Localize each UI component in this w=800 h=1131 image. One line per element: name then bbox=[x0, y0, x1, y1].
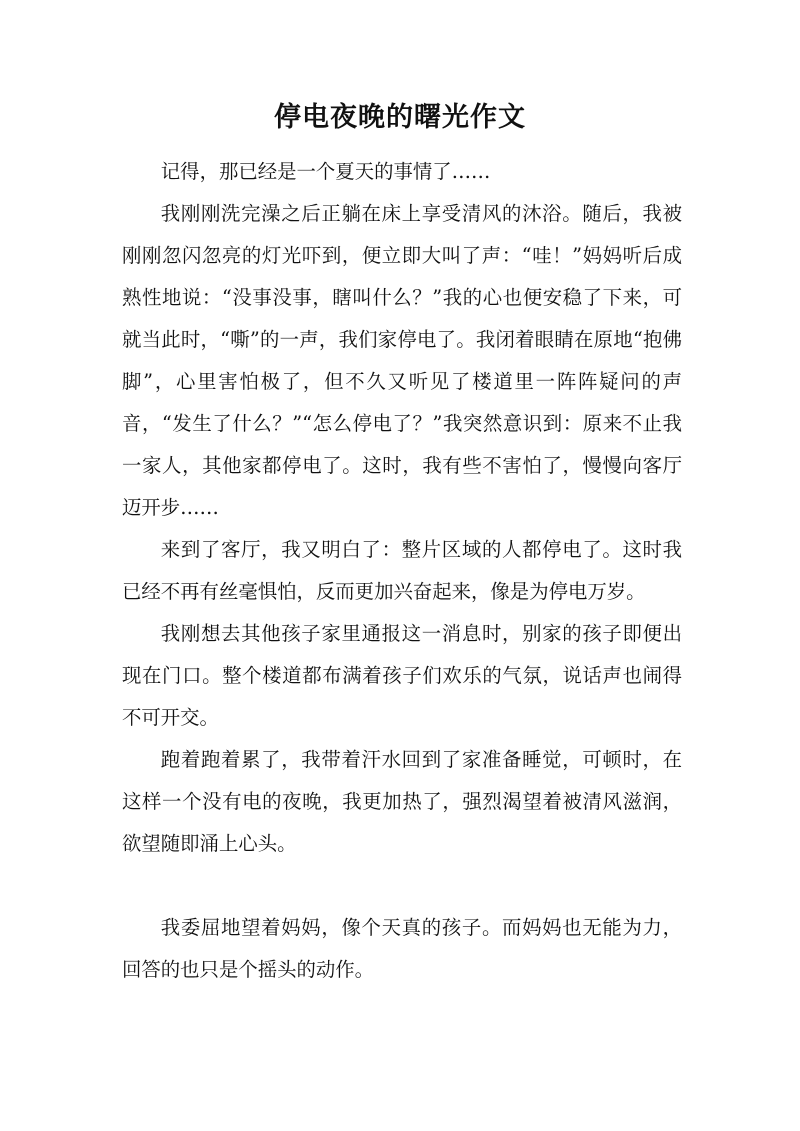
paragraph: 我刚刚洗完澡之后正躺在床上享受清风的沐浴。随后，我被刚刚忽闪忽亮的灯光吓到，便立即大叫了声：“哇！”妈妈听后成熟性地说：“没事没事，瞎叫什么？”我的心也便安稳了下来，可就当此时，“嘶”的一声，我们家停电了。我闭着眼睛在原地“抱佛脚”，心里害怕极了，但不久又听见了楼道里一阵阵疑问的声音，“发生了什么？”“怎么停电了？”我突然意识到：原来不止我一家人，其他家都停电了。这时，我有些不害怕了，慢慢向客厅迈开步…… bbox=[122, 202, 682, 519]
document-body bbox=[122, 151, 682, 991]
paragraph: 跑着跑着累了，我带着汗水回到了家准备睡觉，可顿时，在这样一个没有电的夜晚，我更加热了，强烈渴望着被清风滋润，欲望随即涌上心头。 bbox=[122, 748, 682, 855]
paragraph: 来到了客厅，我又明白了：整片区域的人都停电了。这时我已经不再有丝毫惧怕，反而更加兴奋起来，像是为停电万岁。 bbox=[122, 538, 682, 603]
paragraph: 记得，那已经是一个夏天的事情了…… bbox=[160, 160, 491, 183]
paragraph: 我刚想去其他孩子家里通报这一消息时，别家的孩子即便出现在门口。整个楼道都布满着孩子们欢乐的气氛，说话声也闹得不可开交。 bbox=[122, 622, 682, 729]
paragraph: 我委屈地望着妈妈，像个天真的孩子。而妈妈也无能为力，回答的也只是个摇头的动作。 bbox=[122, 916, 682, 981]
document-title: 停电夜晚的曙光作文 bbox=[274, 102, 526, 133]
